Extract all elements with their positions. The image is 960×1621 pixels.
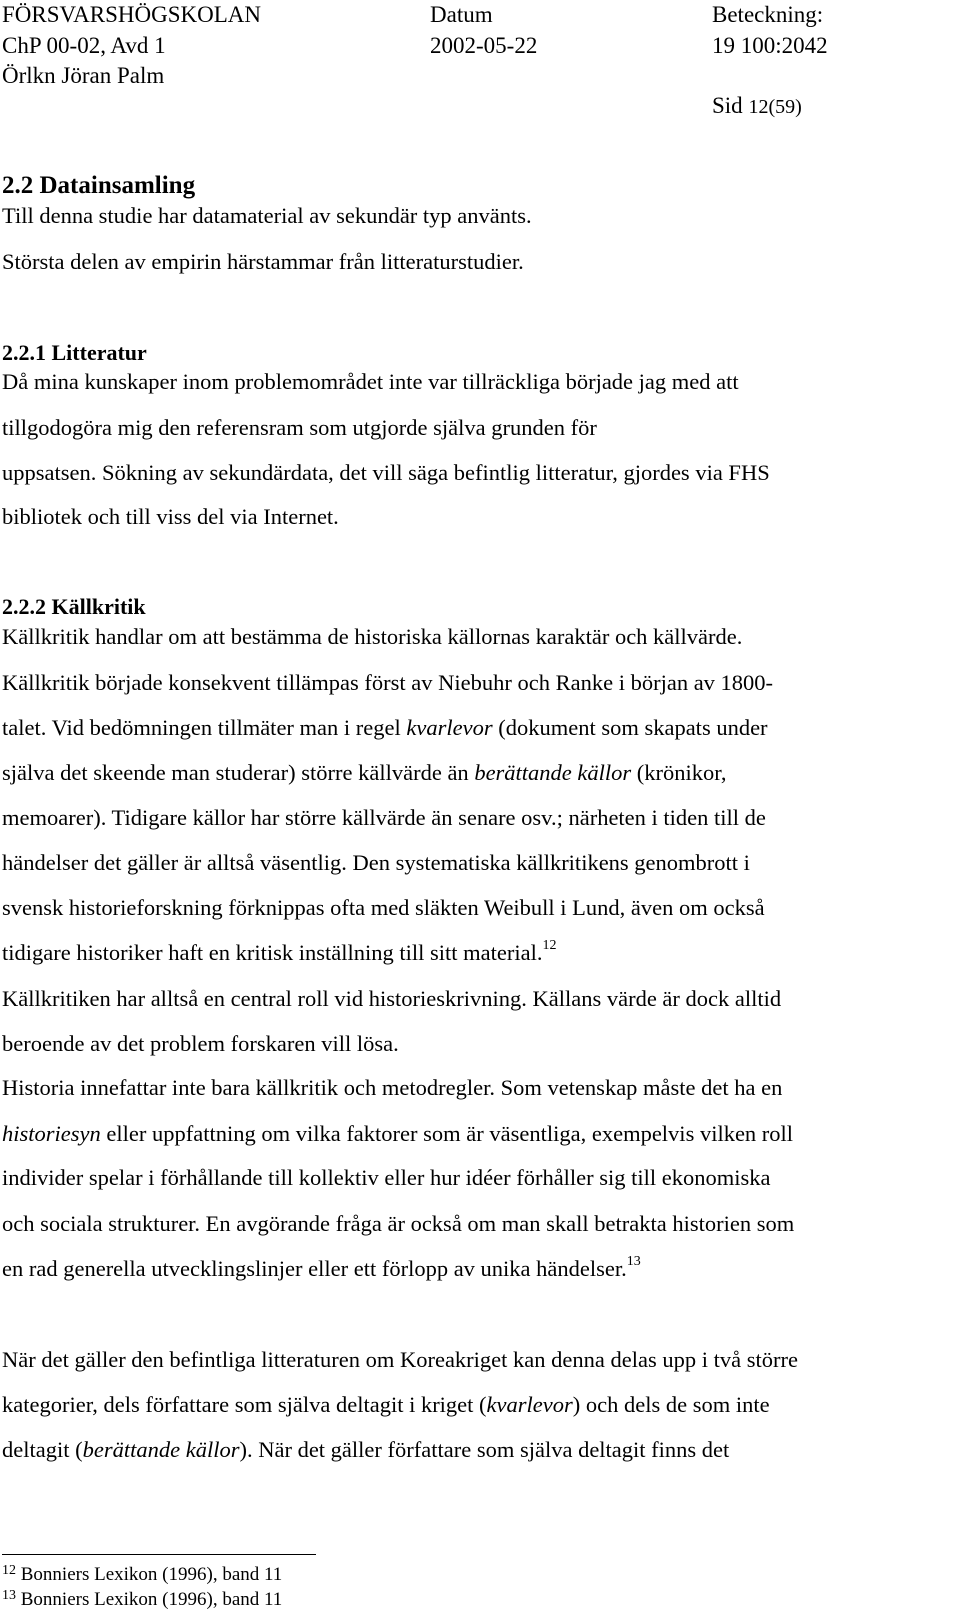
header-page-label: Sid (712, 93, 743, 118)
emphasis: kvarlevor (486, 1392, 573, 1417)
header-date-label: Datum (430, 2, 493, 27)
header-author: Örlkn Jöran Palm (2, 63, 165, 88)
text-line: händelser det gäller är alltså väsentlig. Den systematiska källkritikens genombrott i (2, 850, 750, 875)
header-page-value: 12(59) (748, 96, 802, 118)
footnote-separator (2, 1554, 316, 1555)
text-line: Till denna studie har datamaterial av sekundär typ använts. (2, 203, 532, 228)
text-line: Källkritiken har alltså en central roll vid historieskrivning. Källans värde är dock alltid (2, 986, 782, 1011)
text-segment: deltagit ( (2, 1437, 83, 1462)
text-segment: (dokument som skapats under (492, 715, 768, 740)
text-segment: kategorier, dels författare som själva deltagit i kriget ( (2, 1392, 487, 1417)
emphasis: kvarlevor (406, 715, 493, 740)
emphasis: historiesyn (2, 1121, 101, 1146)
text-line: och sociala strukturer. En avgörande fråga är också om man skall betrakta historien som (2, 1211, 795, 1236)
text-segment: en rad generella utvecklingslinjer eller ett förlopp av unika händelser. (2, 1256, 627, 1281)
footnote (2, 1563, 282, 1586)
text-line: svensk historieforskning förknippas ofta med släkten Weibull i Lund, även om också (2, 895, 765, 920)
text-line: tillgodogöra mig den referensram som utgjorde själva grunden för (2, 415, 597, 440)
text-segment: talet. Vid bedömningen tillmäter man i regel (2, 715, 407, 740)
text-line: memoarer). Tidigare källor har större källvärde än senare osv.; närheten i tiden till de (2, 805, 766, 830)
text-line (2, 1256, 641, 1282)
text-line: Då mina kunskaper inom problemområdet inte var tillräckliga började jag med att (2, 369, 739, 394)
text-segment: eller uppfattning om vilka faktorer som är väsentliga, exempelvis vilken roll (100, 1121, 794, 1146)
text-line: När det gäller den befintliga litteraturen om Koreakriget kan denna delas upp i två större (2, 1347, 798, 1372)
footnote-ref: 12 (542, 938, 557, 953)
footnote (2, 1588, 282, 1611)
text-line (2, 1392, 770, 1418)
text-line: Historia innefattar inte bara källkritik och metodregler. Som vetenskap måste det ha en (2, 1075, 783, 1100)
text-line: beroende av det problem forskaren vill lösa. (2, 1031, 399, 1056)
header-date-value: 2002-05-22 (430, 33, 538, 58)
text-line: bibliotek och till viss del via Internet. (2, 504, 339, 529)
section-heading: 2.2 Datainsamling (2, 172, 196, 199)
text-line (2, 715, 768, 741)
header-page (712, 93, 802, 120)
text-line (2, 760, 727, 786)
text-segment: ). När det gäller författare som själva deltagit finns det (239, 1437, 730, 1462)
text-segment: själva det skeende man studerar) större källvärde än (2, 760, 475, 785)
footnote-text: Bonniers Lexikon (1996), band 11 (20, 1589, 283, 1610)
emphasis: berättande källor (82, 1437, 240, 1462)
text-line: Källkritik började konsekvent tillämpas först av Niebuhr och Ranke i början av 1800- (2, 670, 774, 695)
text-line (2, 1437, 729, 1463)
header-ref-value: 19 100:2042 (712, 33, 828, 58)
text-line (2, 1121, 793, 1147)
header-org: FÖRSVARSHÖGSKOLAN (2, 2, 262, 27)
header-ref-label: Beteckning: (712, 2, 824, 27)
text-line: uppsatsen. Sökning av sekundärdata, det vill säga befintlig litteratur, gjordes via FHS (2, 460, 770, 485)
footnote-number: 12 (2, 1563, 16, 1578)
text-line: Största delen av empirin härstammar från litteraturstudier. (2, 249, 524, 274)
footnote-ref: 13 (626, 1254, 641, 1269)
text-line: Källkritik handlar om att bestämma de historiska källornas karaktär och källvärde. (2, 624, 743, 649)
text-segment: (krönikor, (631, 760, 727, 785)
footnote-text: Bonniers Lexikon (1996), band 11 (20, 1564, 283, 1585)
subsection-heading: 2.2.2 Källkritik (2, 594, 146, 619)
header-course: ChP 00-02, Avd 1 (2, 33, 166, 58)
text-line (2, 940, 557, 966)
text-line: individer spelar i förhållande till kollektiv eller hur idéer förhåller sig till ekonomiska (2, 1165, 771, 1190)
footnote-number: 13 (2, 1588, 16, 1603)
emphasis: berättande källor (474, 760, 632, 785)
text-segment: ) och dels de som inte (572, 1392, 770, 1417)
text-segment: tidigare historiker haft en kritisk inställning till sitt material. (2, 940, 543, 965)
subsection-heading: 2.2.1 Litteratur (2, 340, 147, 365)
